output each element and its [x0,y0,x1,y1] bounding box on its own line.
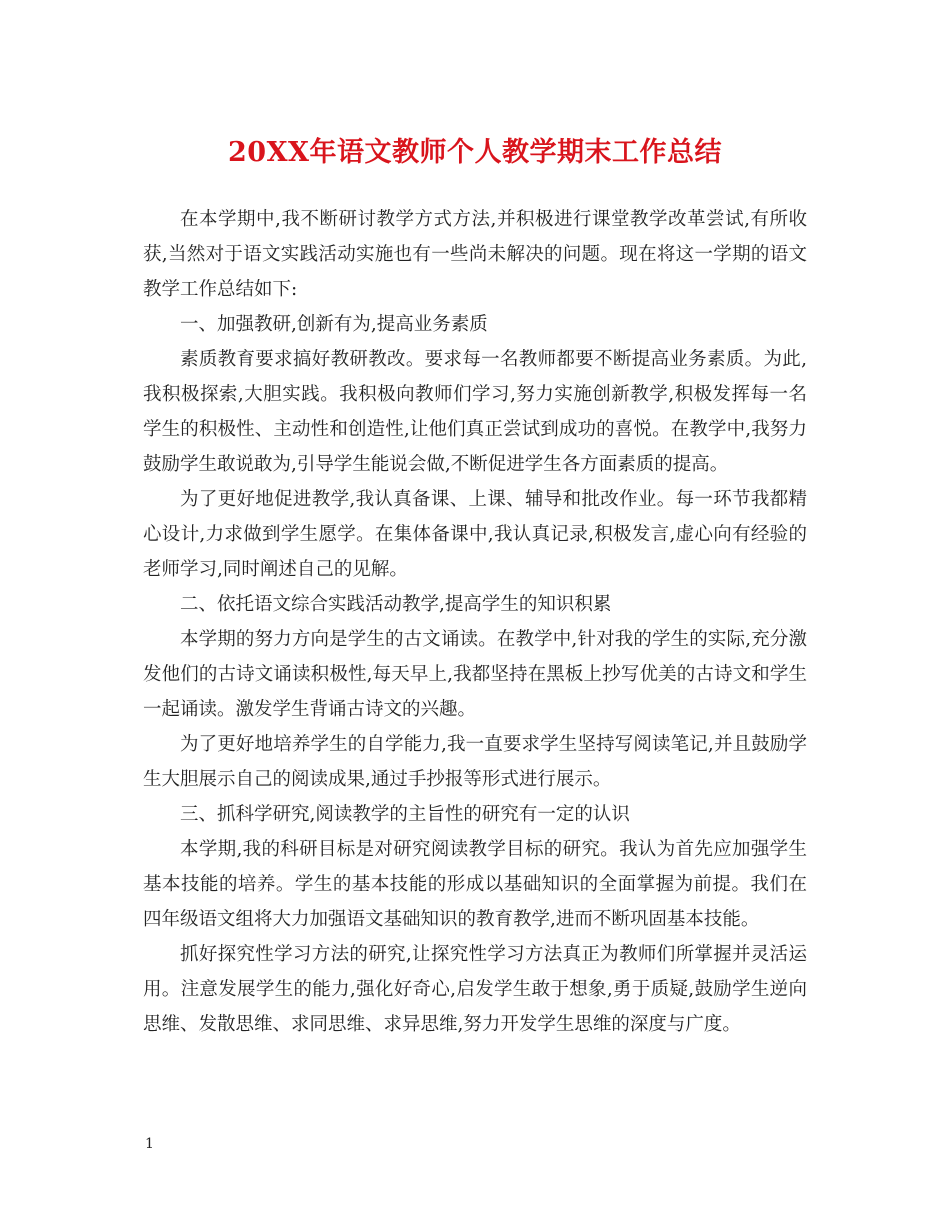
section-heading-3: 三、抓科学研究,阅读教学的主旨性的研究有一定的认识 [180,804,630,825]
document-title: 20XX年语文教师个人教学期末工作总结 [228,137,722,168]
paragraph-section-2-a: 本学期的努力方向是学生的古文诵读。在教学中,针对我的学生的实际,充分激发他们的古诗文诵读积极性,每天早上,我都坚持在黑板上抄写优美的古诗文和学生一起诵读。激发学生背诵古诗文的兴趣。 [143,629,807,720]
section-heading-1: 一、加强教研,创新有为,提高业务素质 [180,314,488,335]
paragraph-section-1-b: 为了更好地促进教学,我认真备课、上课、辅导和批改作业。每一环节我都精心设计,力求做到学生愿学。在集体备课中,我认真记录,积极发言,虚心向有经验的老师学习,同时阐述自己的见解。 [143,489,807,580]
paragraph-section-2-b: 为了更好地培养学生的自学能力,我一直要求学生坚持写阅读笔记,并且鼓励学生大胆展示自己的阅读成果,通过手抄报等形式进行展示。 [143,734,807,790]
section-heading-2: 二、依托语文综合实践活动教学,提高学生的知识积累 [180,594,612,615]
document-body [143,202,807,1042]
paragraph-section-3-b: 抓好探究性学习方法的研究,让探究性学习方法真正为教师们所掌握并灵活运用。注意发展学生的能力,强化好奇心,启发学生敢于想象,勇于质疑,鼓励学生逆向思维、发散思维、求同思维、求异思维,努力开发学生思维的深度与广度。 [143,944,807,1035]
paragraph-section-1-a: 素质教育要求搞好教研教改。要求每一名教师都要不断提高业务素质。为此,我积极探索,大胆实践。我积极向教师们学习,努力实施创新教学,积极发挥每一名学生的积极性、主动性和创造性,让他们真正尝试到成功的喜悦。在教学中,我努力鼓励学生敢说敢为,引导学生能说会做,不断促进学生各方面素质的提高。 [143,349,807,475]
paragraph-intro: 在本学期中,我不断研讨教学方式方法,并积极进行课堂教学改革尝试,有所收获,当然对于语文实践活动实施也有一些尚未解决的问题。现在将这一学期的语文教学工作总结如下: [143,209,807,300]
page-number: 1 [145,1136,154,1152]
paragraph-section-3-a: 本学期,我的科研目标是对研究阅读教学目标的研究。我认为首先应加强学生基本技能的培养。学生的基本技能的形成以基础知识的全面掌握为前提。我们在四年级语文组将大力加强语文基础知识的教育教学,进而不断巩固基本技能。 [143,839,807,930]
